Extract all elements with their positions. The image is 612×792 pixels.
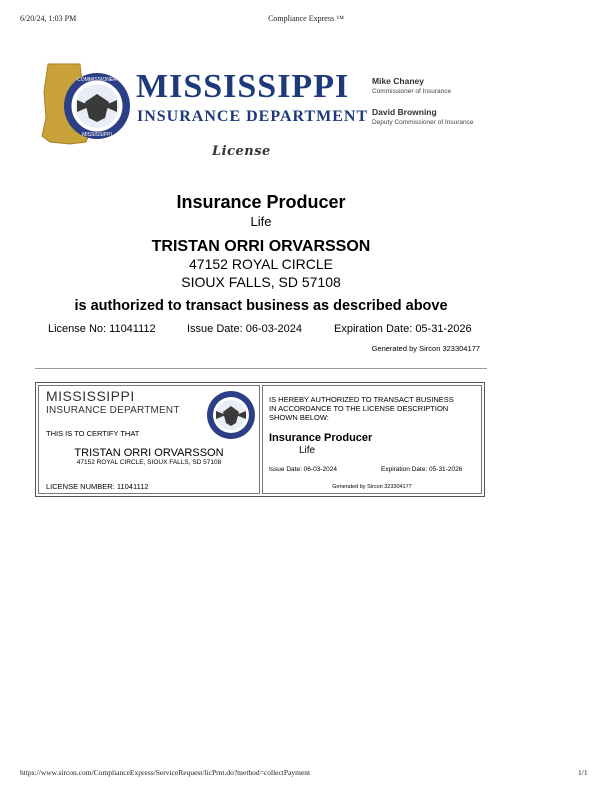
- card-holder-address: 47152 ROYAL CIRCLE, SIOUX FALLS, SD 57108: [76, 459, 222, 466]
- card-license-title: Insurance Producer: [269, 432, 373, 444]
- print-url: https://www.sircon.com/ComplianceExpress/ServiceRequest/licPrnt.do?method=collectPayment: [20, 768, 311, 777]
- card-license-number: LICENSE NUMBER: 11041112: [46, 482, 149, 491]
- commissioner-seal-icon: [63, 72, 131, 140]
- card-authorized-line1: IS HEREBY AUTHORIZED TO TRANSACT BUSINESS: [269, 395, 454, 404]
- license-title: Insurance Producer: [176, 192, 346, 212]
- holder-address-line1: 47152 ROYAL CIRCLE: [189, 256, 333, 272]
- card-line-of-authority: Life: [299, 445, 316, 456]
- holder-address-line2: SIOUX FALLS, SD 57108: [181, 274, 341, 290]
- holder-name: TRISTAN ORRI ORVARSSON: [151, 238, 371, 255]
- card-issue-date: Issue Date: 06-03-2024: [269, 466, 337, 473]
- generated-by: Generated by Sircon 323304177: [371, 344, 480, 353]
- expiration-date: Expiration Date: 05-31-2026: [334, 323, 472, 335]
- card-generated-by: Generated by Sircon 323304177: [332, 484, 412, 490]
- card-expiration-date: Expiration Date: 05-31-2026: [381, 466, 463, 473]
- license-number: License No: 11041112: [48, 323, 156, 335]
- card-department-wordmark: INSURANCE DEPARTMENT: [46, 405, 180, 416]
- card-seal-icon: [206, 390, 256, 440]
- card-state-wordmark: MISSISSIPPI: [46, 388, 135, 404]
- card-authorized-line2: IN ACCORDANCE TO THE LICENSE DESCRIPTION: [269, 404, 449, 413]
- section-divider: [35, 368, 487, 369]
- license-heading: License: [212, 144, 271, 159]
- card-authorized-line3: SHOWN BELOW:: [269, 413, 329, 422]
- print-page-count: 1/1: [578, 768, 588, 777]
- commissioner-name: Mike Chaney: [372, 76, 424, 86]
- print-timestamp: 6/20/24, 1:03 PM: [20, 14, 77, 23]
- authorized-statement: is authorized to transact business as described above: [74, 298, 448, 314]
- issue-date: Issue Date: 06-03-2024: [187, 323, 302, 335]
- svg-text:MISSISSIPPI: MISSISSIPPI: [82, 132, 112, 138]
- state-wordmark: MISSISSIPPI: [136, 68, 350, 105]
- card-holder-name: TRISTAN ORRI ORVARSSON: [74, 447, 224, 459]
- department-wordmark: INSURANCE DEPARTMENT: [137, 108, 369, 125]
- line-of-authority: Life: [250, 214, 272, 229]
- certify-text: THIS IS TO CERTIFY THAT: [46, 429, 140, 438]
- commissioner-title: Commissioner of Insurance: [372, 88, 452, 95]
- print-page-title: Compliance Express ™: [268, 14, 344, 23]
- deputy-commissioner-title: Deputy Commissioner of Insurance: [372, 119, 474, 126]
- svg-text:COMMISSIONER: COMMISSIONER: [77, 77, 117, 83]
- deputy-commissioner-name: David Browning: [372, 107, 437, 117]
